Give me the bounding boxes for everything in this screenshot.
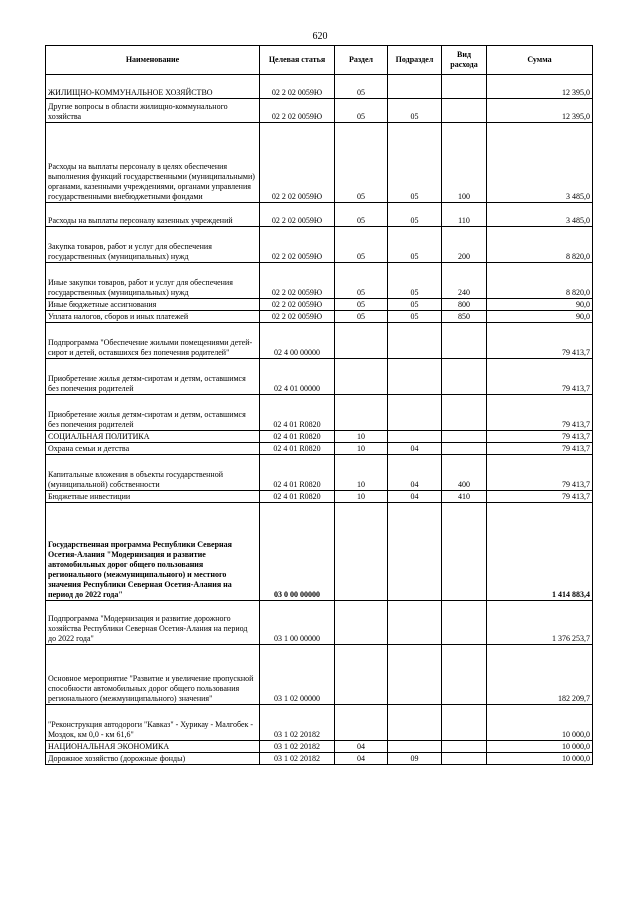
row-amount: 79 413,7 (487, 455, 593, 491)
row-subsection: 04 (388, 455, 442, 491)
row-amount: 79 413,7 (487, 359, 593, 395)
row-name: Дорожное хозяйство (дорожные фонды) (46, 753, 260, 765)
row-code: 03 1 02 20182 (260, 705, 335, 741)
row-name: Расходы на выплаты персоналу казенных учреждений (46, 203, 260, 227)
row-amount: 79 413,7 (487, 431, 593, 443)
table-row (46, 645, 593, 705)
table-row (46, 359, 593, 395)
row-code: 03 1 02 20182 (260, 753, 335, 765)
row-section: 05 (335, 299, 388, 311)
row-subsection: 05 (388, 203, 442, 227)
row-expense-type (442, 395, 487, 431)
table-row (46, 455, 593, 491)
row-subsection: 05 (388, 299, 442, 311)
row-section (335, 601, 388, 645)
row-code: 02 4 01 R0820 (260, 455, 335, 491)
row-amount: 10 000,0 (487, 753, 593, 765)
row-section: 10 (335, 443, 388, 455)
table-row (46, 263, 593, 299)
page-number: 620 (312, 31, 328, 42)
row-subsection: 04 (388, 491, 442, 503)
row-amount: 10 000,0 (487, 741, 593, 753)
budget-table (45, 45, 593, 765)
row-name: Другие вопросы в области жилищно-коммунального хозяйства (46, 99, 260, 123)
row-subsection: 05 (388, 263, 442, 299)
row-amount: 12 395,0 (487, 75, 593, 99)
row-name: ЖИЛИЩНО-КОММУНАЛЬНОЕ ХОЗЯЙСТВО (46, 75, 260, 99)
row-expense-type (442, 601, 487, 645)
row-section: 05 (335, 123, 388, 203)
table-row (46, 431, 593, 443)
row-section (335, 503, 388, 601)
row-name: Капитальные вложения в объекты государственной (муниципальной) собственности (46, 455, 260, 491)
row-name: Иные закупки товаров, работ и услуг для обеспечения государственных (муниципальных) нужд (46, 263, 260, 299)
row-code: 03 1 00 00000 (260, 601, 335, 645)
row-amount: 1 376 253,7 (487, 601, 593, 645)
row-code: 02 2 02 0059Ю (260, 203, 335, 227)
row-amount: 79 413,7 (487, 491, 593, 503)
row-subsection: 05 (388, 227, 442, 263)
header-section: Раздел (335, 46, 388, 75)
row-expense-type (442, 323, 487, 359)
row-subsection (388, 705, 442, 741)
row-code: 02 4 01 R0820 (260, 431, 335, 443)
table-row (46, 311, 593, 323)
row-expense-type (442, 431, 487, 443)
row-subsection (388, 645, 442, 705)
row-expense-type: 400 (442, 455, 487, 491)
row-name: Охрана семьи и детства (46, 443, 260, 455)
table-row (46, 99, 593, 123)
row-code: 03 1 02 20182 (260, 741, 335, 753)
row-code: 02 4 01 R0820 (260, 491, 335, 503)
row-section (335, 323, 388, 359)
row-code: 02 2 02 0059Ю (260, 311, 335, 323)
row-amount: 90,0 (487, 311, 593, 323)
row-expense-type (442, 99, 487, 123)
row-name: Приобретение жилья детям-сиротам и детям, оставшимся без попечения родителей (46, 359, 260, 395)
row-expense-type (442, 443, 487, 455)
table-row (46, 75, 593, 99)
row-amount: 8 820,0 (487, 263, 593, 299)
row-expense-type: 110 (442, 203, 487, 227)
row-code: 02 2 02 0059Ю (260, 123, 335, 203)
row-expense-type: 100 (442, 123, 487, 203)
header-amount: Сумма (487, 46, 593, 75)
table-row (46, 323, 593, 359)
row-code: 02 4 01 00000 (260, 359, 335, 395)
table-row (46, 443, 593, 455)
row-name: Уплата налогов, сборов и иных платежей (46, 311, 260, 323)
row-subsection: 04 (388, 443, 442, 455)
table-row (46, 705, 593, 741)
table-row (46, 753, 593, 765)
row-subsection: 05 (388, 311, 442, 323)
row-section: 04 (335, 741, 388, 753)
table-row (46, 203, 593, 227)
row-name: СОЦИАЛЬНАЯ ПОЛИТИКА (46, 431, 260, 443)
row-section: 10 (335, 455, 388, 491)
row-expense-type (442, 741, 487, 753)
row-code: 02 2 02 0059Ю (260, 263, 335, 299)
header-subsection: Подраздел (388, 46, 442, 75)
row-subsection (388, 395, 442, 431)
row-expense-type: 850 (442, 311, 487, 323)
table-row (46, 123, 593, 203)
table-row (46, 491, 593, 503)
row-subsection: 09 (388, 753, 442, 765)
row-section: 05 (335, 203, 388, 227)
row-section (335, 705, 388, 741)
row-name: Расходы на выплаты персоналу в целях обеспечения выполнения функций государственными (муниципальными) органами, казенными учреждениями, органами управления государственными внебюджетными фондами (46, 123, 260, 203)
row-subsection (388, 323, 442, 359)
row-code: 02 2 02 0059Ю (260, 75, 335, 99)
row-amount: 79 413,7 (487, 323, 593, 359)
row-expense-type (442, 705, 487, 741)
row-code: 02 2 02 0059Ю (260, 299, 335, 311)
row-expense-type: 410 (442, 491, 487, 503)
row-code: 02 2 02 0059Ю (260, 99, 335, 123)
row-section: 05 (335, 75, 388, 99)
row-name: НАЦИОНАЛЬНАЯ ЭКОНОМИКА (46, 741, 260, 753)
table-row (46, 503, 593, 601)
row-amount: 8 820,0 (487, 227, 593, 263)
row-name: Закупка товаров, работ и услуг для обеспечения государственных (муниципальных) нужд (46, 227, 260, 263)
row-name: Подпрограмма "Обеспечение жилыми помещениями детей-сирот и детей, оставшихся без попечения родителей" (46, 323, 260, 359)
table-row (46, 227, 593, 263)
row-code: 02 4 01 R0820 (260, 395, 335, 431)
row-name: Подпрограмма "Модернизация и развитие дорожного хозяйства Республики Северная Осетия-Алания на период до 2022 года" (46, 601, 260, 645)
row-name: Государственная программа Республики Северная Осетия-Алания "Модернизация и развитие автомобильных дорог общего пользования регионального (межмуниципального) и местного значения Республики Северная Осетия-Алания на период до 2022 года" (46, 503, 260, 601)
row-subsection (388, 741, 442, 753)
row-amount: 79 413,7 (487, 395, 593, 431)
row-expense-type (442, 75, 487, 99)
row-subsection: 05 (388, 99, 442, 123)
table-header-row (46, 46, 593, 75)
row-amount: 1 414 883,4 (487, 503, 593, 601)
row-expense-type (442, 503, 487, 601)
row-expense-type (442, 645, 487, 705)
row-section: 05 (335, 263, 388, 299)
row-expense-type: 200 (442, 227, 487, 263)
row-amount: 3 485,0 (487, 203, 593, 227)
table-row (46, 395, 593, 431)
header-expense-type: Вид расхода (442, 46, 487, 75)
row-subsection: 05 (388, 123, 442, 203)
row-amount: 3 485,0 (487, 123, 593, 203)
row-code: 02 4 00 00000 (260, 323, 335, 359)
row-name: Иные бюджетные ассигнования (46, 299, 260, 311)
row-code: 03 0 00 00000 (260, 503, 335, 601)
table-row (46, 601, 593, 645)
row-subsection (388, 601, 442, 645)
row-section: 10 (335, 431, 388, 443)
row-section: 05 (335, 311, 388, 323)
row-subsection (388, 359, 442, 395)
row-section (335, 359, 388, 395)
row-subsection (388, 431, 442, 443)
row-section (335, 645, 388, 705)
row-expense-type: 800 (442, 299, 487, 311)
row-section: 04 (335, 753, 388, 765)
row-name: Основное мероприятие "Развитие и увеличение пропускной способности автомобильных дорог общего пользования регионального (межмуниципального) значения" (46, 645, 260, 705)
row-expense-type (442, 359, 487, 395)
header-code: Целевая статья (260, 46, 335, 75)
row-subsection (388, 75, 442, 99)
row-section: 05 (335, 227, 388, 263)
row-expense-type: 240 (442, 263, 487, 299)
header-name: Наименование (46, 46, 260, 75)
row-code: 03 1 02 00000 (260, 645, 335, 705)
row-name: Приобретение жилья детям-сиротам и детям, оставшимся без попечения родителей (46, 395, 260, 431)
table-row (46, 741, 593, 753)
row-expense-type (442, 753, 487, 765)
table-row (46, 299, 593, 311)
row-amount: 10 000,0 (487, 705, 593, 741)
row-code: 02 2 02 0059Ю (260, 227, 335, 263)
row-name: "Реконструкция автодороги "Кавказ" - Хурикау - Малгобек - Моздок, км 0,0 - км 61,6" (46, 705, 260, 741)
row-code: 02 4 01 R0820 (260, 443, 335, 455)
row-name: Бюджетные инвестиции (46, 491, 260, 503)
row-section: 05 (335, 99, 388, 123)
row-amount: 182 209,7 (487, 645, 593, 705)
row-amount: 79 413,7 (487, 443, 593, 455)
row-amount: 90,0 (487, 299, 593, 311)
row-section: 10 (335, 491, 388, 503)
row-subsection (388, 503, 442, 601)
row-section (335, 395, 388, 431)
row-amount: 12 395,0 (487, 99, 593, 123)
